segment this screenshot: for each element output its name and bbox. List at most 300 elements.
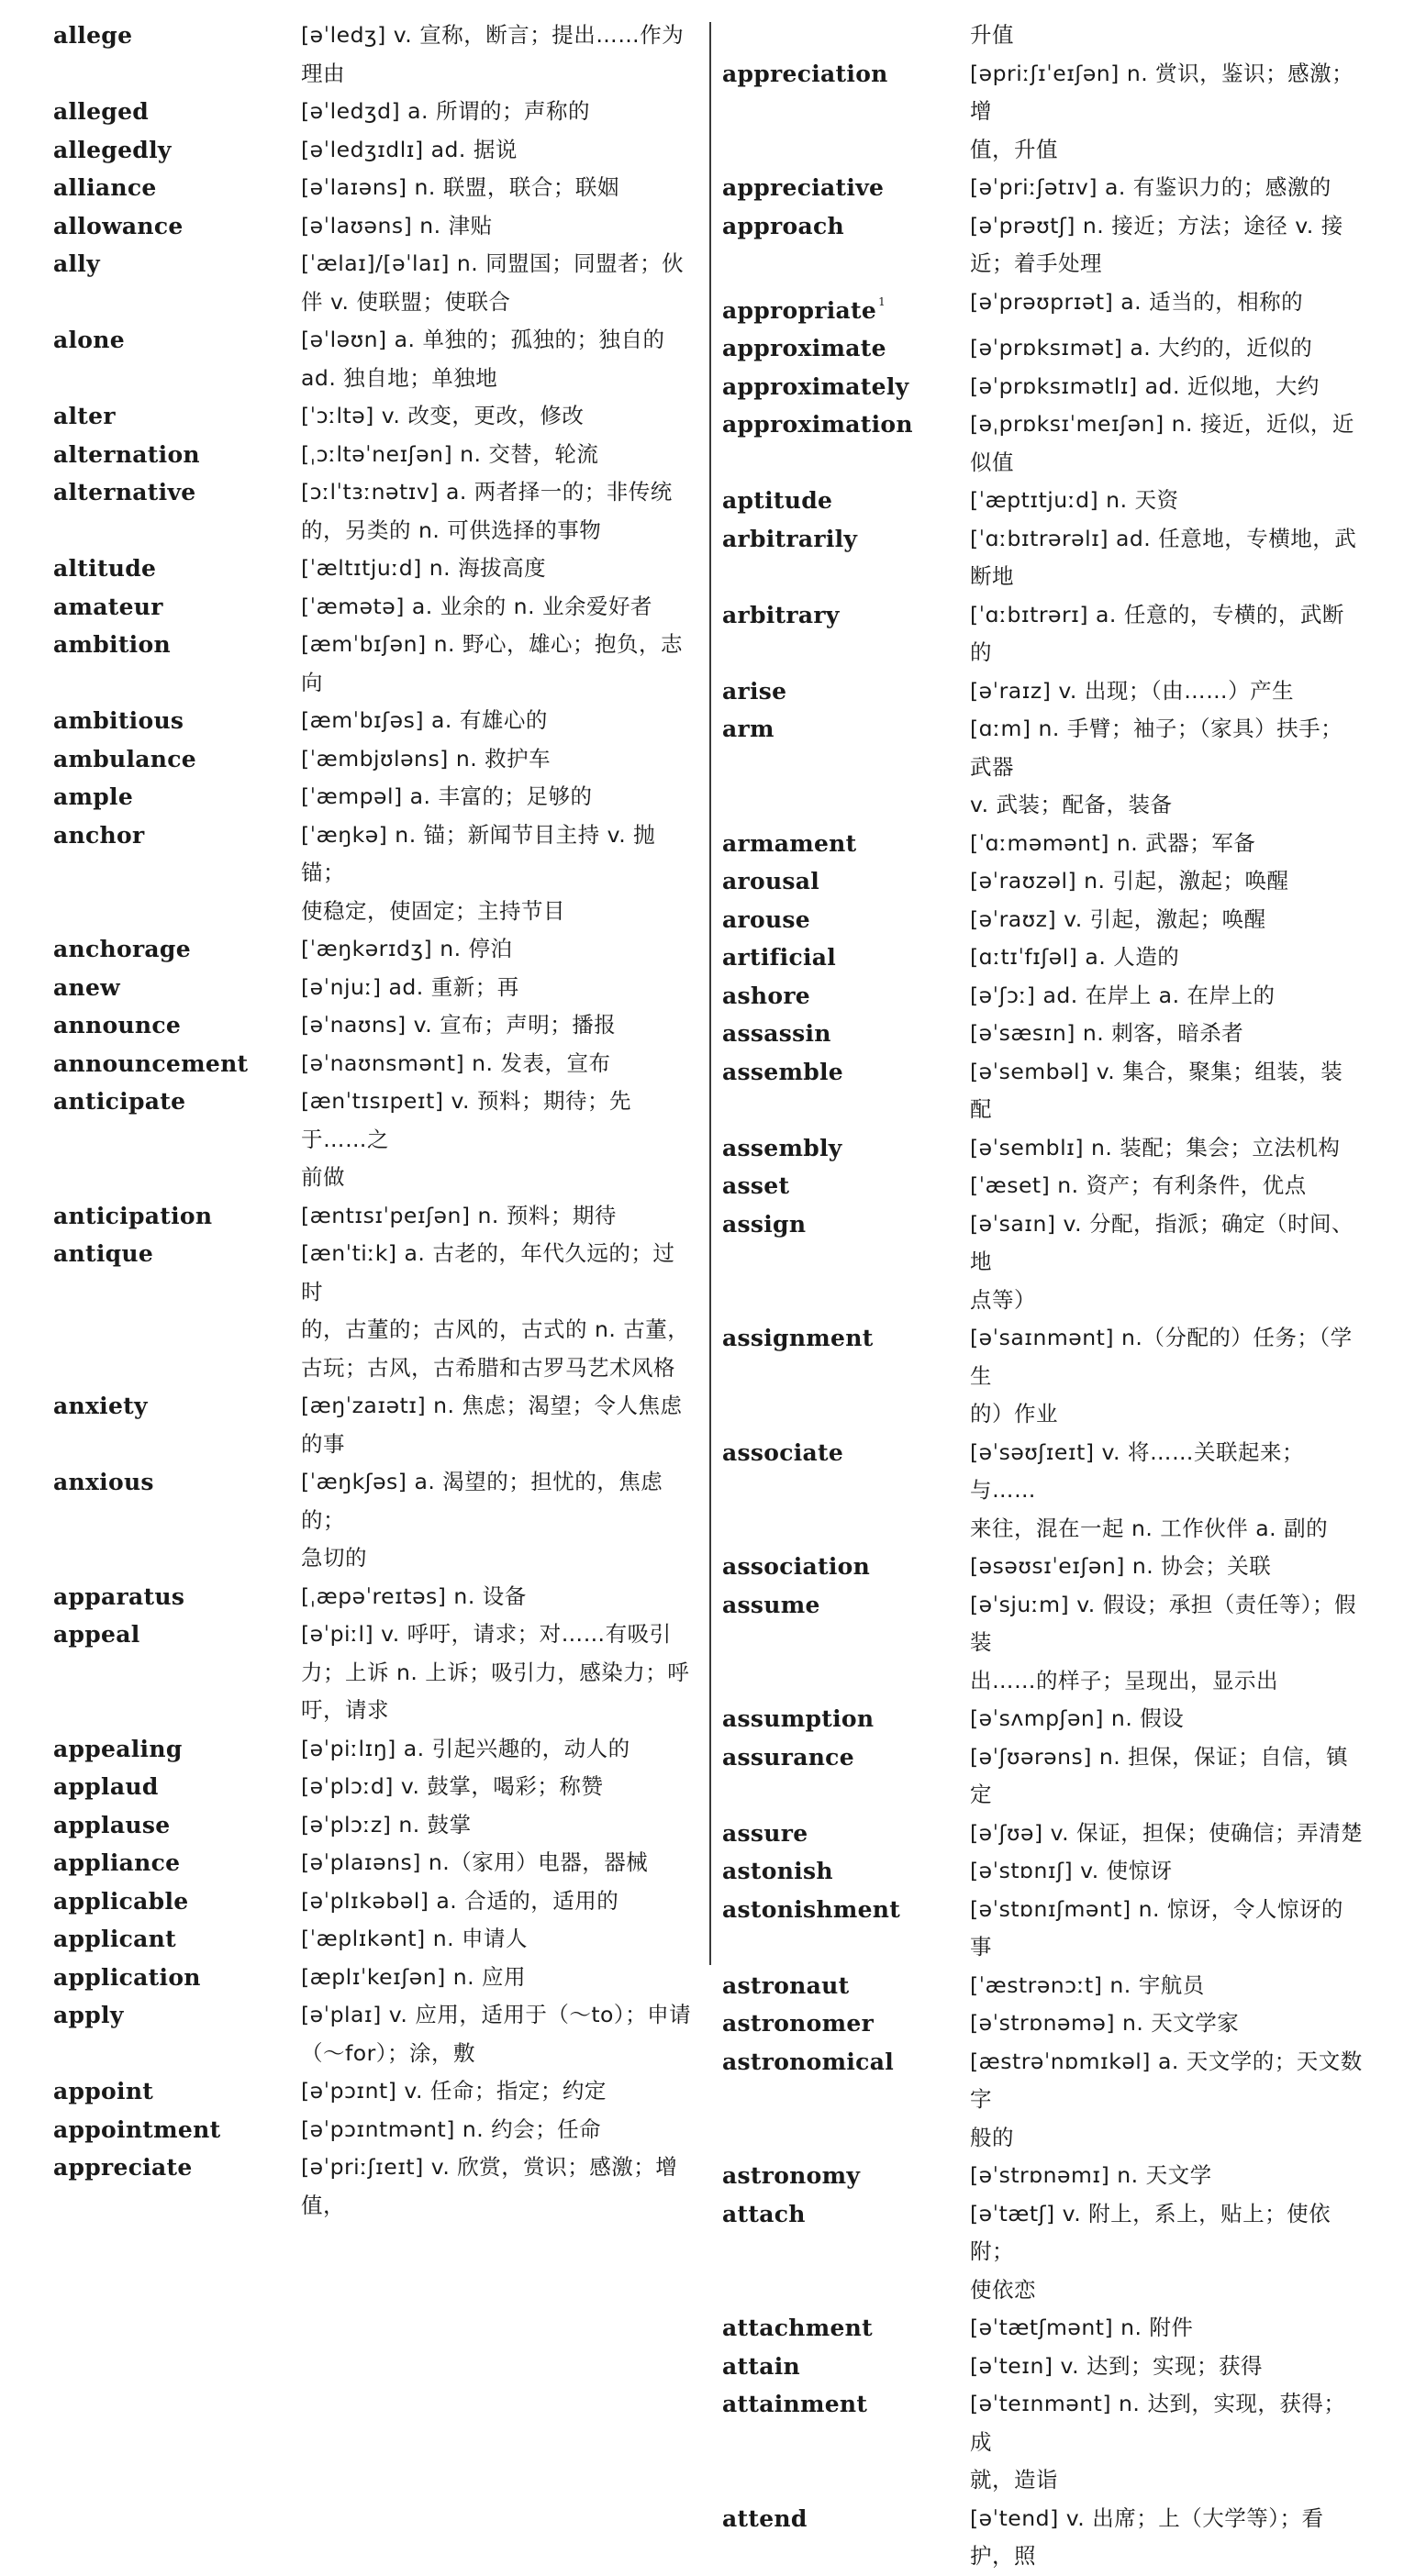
right-column [722, 17, 1365, 2576]
headword-text: assurance [722, 1743, 854, 1771]
headword-text: appoint [53, 2078, 154, 2104]
headword-text: anxiety [53, 1393, 148, 1419]
definition: [æplɪˈkeɪʃən] n. 应用 [301, 1963, 527, 1990]
entry-row [53, 397, 696, 436]
headword-text: approximately [722, 372, 909, 400]
definition: [æntɪsɪˈpeɪʃən] n. 预料；期待 [301, 1202, 617, 1228]
headword [722, 1015, 970, 1053]
headword-text: allege [53, 22, 133, 49]
entry-row [53, 245, 696, 321]
definition: [ˈæŋkə] n. 锚；新闻节目主持 v. 抛锚； 使稳定，使固定；主持节目 [301, 821, 656, 924]
headword-text: asset [722, 1172, 790, 1199]
headword [53, 1730, 301, 1769]
definition: [əˈraɪz] v. 出现；（由……）产生 [970, 677, 1295, 704]
entry-row [53, 473, 696, 550]
headword [53, 436, 301, 474]
headword-text: apply [53, 2002, 124, 2028]
entry-row [722, 368, 1365, 406]
headword-text: anew [53, 973, 121, 1001]
definition: [əˈnjuː] ad. 重新；再 [301, 973, 519, 1000]
entry-row [722, 2348, 1365, 2386]
headword [722, 1700, 970, 1738]
headword-text: association [722, 1553, 871, 1580]
headword [53, 930, 301, 969]
headword [53, 1083, 301, 1121]
definition: [əˈplɔːd] v. 鼓掌，喝彩；称赞 [301, 1773, 604, 1799]
headword-text: ambulance [53, 745, 197, 772]
entry-row [722, 1852, 1365, 1891]
entry-row [722, 2500, 1365, 2576]
definition: [əpriːʃɪˈeɪʃən] n. 赏识，鉴识；感激；增 值，升值 [970, 60, 1354, 162]
definition: [əˈraʊzəl] n. 引起，激起；唤醒 [970, 868, 1289, 894]
headword [53, 1197, 301, 1236]
headword [722, 283, 970, 330]
entry-row [722, 825, 1365, 863]
headword [722, 1852, 970, 1891]
headword-text: allegedly [53, 136, 172, 163]
definition: [əˈləʊn] a. 单独的；孤独的；独自的 ad. 独自地；单独地 [301, 327, 665, 391]
headword [722, 1205, 970, 1244]
headword-text: applicant [53, 1926, 176, 1952]
definition: [əˈsæsɪn] n. 刺客，暗杀者 [970, 1020, 1244, 1046]
definition: [əˈsemblɪ] n. 装配；集会；立法机构 [970, 1134, 1341, 1160]
headword [53, 778, 301, 816]
headword-text: alliance [53, 174, 157, 201]
headword-text: anchor [53, 821, 145, 849]
entry-row [53, 2149, 696, 2225]
entry-row [722, 2309, 1365, 2348]
definition: [əˈplaɪəns] n.（家用）电器，器械 [301, 1849, 649, 1875]
definition: [ˌɔːltəˈneɪʃən] n. 交替，轮流 [301, 440, 599, 467]
entry-row [53, 1844, 696, 1882]
headword [722, 1815, 970, 1853]
headword [53, 321, 301, 360]
headword-text: assembly [722, 1134, 842, 1161]
headword-text: astonish [722, 1858, 833, 1884]
headword-text: astronomer [722, 2010, 875, 2037]
definition: [əˈpiːl] v. 呼吁，请求；对……有吸引 力；上诉 n. 上诉；吸引力，感染力；呼 吁，请求 [301, 1621, 690, 1723]
headword [722, 977, 970, 1016]
entry-row [722, 169, 1365, 207]
headword-text: assume [722, 1591, 820, 1618]
headword [722, 1434, 970, 1472]
definition: [əˈtætʃ] v. 附上，系上，贴上；使依附； 使依恋 [970, 2200, 1332, 2303]
entry-row [53, 1387, 696, 1463]
definition: 升值 [970, 22, 1014, 48]
definition: [əˈpriːʃɪeɪt] v. 欣赏，赏识；感激；增值， [301, 2154, 678, 2218]
headword [722, 938, 970, 977]
headword-text: altitude [53, 555, 157, 582]
headword [53, 17, 301, 55]
headword-text: appreciate [53, 2154, 193, 2181]
definition: [əˈsʌmpʃən] n. 假设 [970, 1705, 1185, 1731]
entry-row [53, 1235, 696, 1387]
definition: [əˈledʒd] a. 所谓的；声称的 [301, 98, 590, 124]
headword [722, 329, 970, 368]
headword-text: announcement [53, 1049, 249, 1077]
definition: [əˈlaɪəns] n. 联盟，联合；联姻 [301, 174, 619, 200]
headword-text: attach [722, 2200, 806, 2227]
entry-row [722, 1891, 1365, 1967]
headword [722, 169, 970, 207]
entry-row [722, 2195, 1365, 2310]
entry-row [722, 329, 1365, 368]
definition: [əsəʊsɪˈeɪʃən] n. 协会；关联 [970, 1553, 1272, 1579]
headword-text: amateur [53, 593, 163, 620]
entry-row [53, 2111, 696, 2149]
headword-text: arbitrary [722, 601, 840, 628]
definition: [əˈsembəl] v. 集合，聚集；组装，装配 [970, 1058, 1343, 1122]
headword-text: arbitrarily [722, 525, 858, 552]
headword [722, 482, 970, 520]
headword-text: assassin [722, 1020, 831, 1047]
headword [722, 901, 970, 939]
definition: [əˈpɔɪntmənt] n. 约会；任命 [301, 2115, 602, 2142]
headword [53, 207, 301, 246]
headword-text: appropriate [722, 296, 877, 324]
definition: [əˈteɪnmənt] n. 达到，实现，获得；成 就，造诣 [970, 2391, 1346, 2493]
definition: [ˈæmətə] a. 业余的 n. 业余爱好者 [301, 593, 653, 619]
headword-text: alternation [53, 440, 200, 468]
headword [53, 702, 301, 740]
entry-row [53, 1996, 696, 2072]
definition: [ˈɑːbɪtrərɪ] a. 任意的，专横的，武断的 [970, 601, 1344, 665]
entry-row [722, 482, 1365, 520]
definition: [ɑːtɪˈfɪʃəl] a. 人造的 [970, 944, 1180, 970]
definition: [əˈʃʊə] v. 保证，担保；使确信；弄清楚 [970, 1819, 1364, 1846]
entry-row [53, 778, 696, 816]
definition: [əˈstɒnɪʃ] v. 使惊讶 [970, 1858, 1173, 1883]
headword [722, 1891, 970, 1929]
entry-row [722, 1434, 1365, 1549]
headword-text: alter [53, 403, 116, 429]
headword-text: armament [722, 829, 857, 857]
definition: [ˈæplɪkənt] n. 申请人 [301, 1926, 529, 1951]
headword-text: application [53, 1963, 201, 1991]
headword-text: anchorage [53, 936, 191, 962]
headword-text: alleged [53, 98, 150, 125]
entry-row [53, 702, 696, 740]
definition: [əˈstrɒnəmɪ] n. 天文学 [970, 2162, 1212, 2188]
headword [722, 368, 970, 406]
headword-text: anticipate [53, 1088, 186, 1115]
headword [722, 2004, 970, 2043]
entry-row [53, 1006, 696, 1045]
headword-text: assignment [722, 1325, 874, 1351]
entry-row [722, 405, 1365, 482]
left-column [53, 17, 696, 2225]
definition: [əˈraʊz] v. 引起，激起；唤醒 [970, 905, 1266, 932]
headword [722, 1967, 970, 2005]
headword [53, 1882, 301, 1921]
headword-text: ambition [53, 631, 171, 658]
entry-row [722, 1967, 1365, 2005]
definition: [ænˈtiːk] a. 古老的，年代久远的；过时 的，古董的；古风的，古式的 n. 古董， 古玩；古风，古希腊和古罗马艺术风格 [301, 1240, 690, 1381]
headword-text: antique [53, 1240, 154, 1267]
definition: [əˈplɔːz] n. 鼓掌 [301, 1811, 472, 1838]
headword-text: assemble [722, 1058, 843, 1085]
headword-text: appreciative [722, 174, 885, 201]
definition: [əˈtætʃmənt] n. 附件 [970, 2315, 1194, 2340]
headword [722, 405, 970, 444]
headword-text: appeal [53, 1621, 140, 1648]
entry-row [722, 977, 1365, 1016]
headword-text: assign [722, 1210, 807, 1238]
headword [53, 1920, 301, 1959]
entry-row [722, 55, 1365, 170]
headword [53, 1768, 301, 1806]
definition: [ˈæmbjʊləns] n. 救护车 [301, 745, 552, 772]
headword [722, 825, 970, 863]
entry-row [722, 1053, 1365, 1129]
definition: [əˈledʒ] v. 宣称，断言；提出……作为 理由 [301, 22, 685, 86]
headword [722, 1129, 970, 1168]
headword-superscript: 1 [878, 294, 886, 308]
entry-row [53, 436, 696, 474]
headword [722, 1586, 970, 1625]
entry-row [722, 1586, 1365, 1701]
definition: [əˈʃʊərəns] n. 担保，保证；自信，镇定 [970, 1743, 1349, 1807]
definition: [əˈprəʊtʃ] n. 接近；方法；途径 v. 接 近；着手处理 [970, 212, 1343, 276]
headword-text: arm [722, 716, 774, 742]
definition: [ˈæltɪtjuːd] n. 海拔高度 [301, 555, 547, 581]
entry-row [53, 588, 696, 627]
definition: [ɑːm] n. 手臂；袖子；（家具）扶手；武器 v. 武装；配备，装备 [970, 716, 1343, 817]
headword [53, 397, 301, 436]
definition: [æmˈbɪʃən] n. 野心，雄心；抱负，志向 [301, 631, 683, 695]
entry-row [722, 1129, 1365, 1168]
entry-row [722, 1700, 1365, 1738]
definition: [əˈprɒksɪmətlɪ] ad. 近似地，大约 [970, 372, 1320, 399]
headword [53, 245, 301, 283]
headword-text: attend [722, 2504, 808, 2532]
entry-row [722, 672, 1365, 711]
entry-row [722, 520, 1365, 596]
entry-row [722, 1815, 1365, 1853]
entry-row [722, 1205, 1365, 1320]
headword-text: artificial [722, 944, 837, 971]
entry-row [53, 550, 696, 588]
headword [722, 2348, 970, 2386]
headword [53, 1844, 301, 1882]
entry-row [53, 1730, 696, 1769]
definition: [ˈæŋkʃəs] a. 渴望的；担忧的，焦虑的； 急切的 [301, 1469, 663, 1571]
entry-row [53, 1197, 696, 1236]
headword-text: approach [722, 212, 845, 239]
entry-row [53, 1882, 696, 1921]
headword [722, 672, 970, 711]
headword-text: anxious [53, 1469, 154, 1495]
definition: [æŋˈzaɪətɪ] n. 焦虑；渴望；令人焦虑的事 [301, 1393, 683, 1457]
headword [53, 626, 301, 664]
headword-text: aptitude [722, 487, 833, 514]
headword-text: associate [722, 1438, 844, 1466]
definition: [ˈæstrənɔːt] n. 宇航员 [970, 1971, 1205, 1998]
definition: [əˈsjuːm] v. 假设；承担（责任等）；假装 出……的样子；呈现出，显示出 [970, 1591, 1356, 1693]
headword [53, 2149, 301, 2187]
entry-row [722, 596, 1365, 672]
headword-text: arise [722, 677, 787, 705]
headword [53, 1006, 301, 1045]
headword-text: astronomical [722, 2048, 894, 2075]
headword-text: alternative [53, 479, 196, 505]
entry-row [722, 862, 1365, 901]
headword [722, 2309, 970, 2348]
entry-row [53, 1959, 696, 1997]
definition: [ˈɑːbɪtrərəlɪ] ad. 任意地，专横地，武断地 [970, 525, 1357, 589]
headword-text: attachment [722, 2315, 873, 2341]
headword [722, 2195, 970, 2234]
entry-row [722, 901, 1365, 939]
definition: [əˈpɔɪnt] v. 任命；指定；约定 [301, 2078, 607, 2104]
definition: [ænˈtɪsɪpeɪt] v. 预料；期待；先于……之 前做 [301, 1088, 632, 1190]
headword-text: attainment [722, 2391, 868, 2417]
headword [722, 1319, 970, 1358]
headword [722, 710, 970, 749]
headword [53, 740, 301, 779]
headword-text: applaud [53, 1773, 159, 1800]
entry-row [53, 131, 696, 170]
headword-text: applause [53, 1811, 171, 1838]
headword-text: appointment [53, 2115, 221, 2143]
headword-text: ashore [722, 982, 811, 1009]
headword [53, 1463, 301, 1502]
entry-row [722, 1319, 1365, 1434]
entry-row [53, 969, 696, 1007]
definition: [ˌæpəˈreɪtəs] n. 设备 [301, 1582, 527, 1609]
headword-text: astonishment [722, 1895, 901, 1923]
headword [722, 55, 970, 94]
headword [722, 207, 970, 246]
entry-row [53, 626, 696, 702]
definition: [əˈplɪkəbəl] a. 合适的，适用的 [301, 1887, 619, 1914]
entry-row [53, 1920, 696, 1959]
headword-text: anticipation [53, 1202, 213, 1229]
headword [53, 1806, 301, 1845]
headword [722, 862, 970, 901]
headword [53, 1235, 301, 1273]
entry-row [53, 1463, 696, 1578]
headword [53, 473, 301, 512]
headword [722, 1548, 970, 1586]
entry-row [53, 930, 696, 969]
definition: [əˈsaɪnmənt] n.（分配的）任务；（学生 的）作业 [970, 1325, 1353, 1427]
entry-row [53, 816, 696, 931]
headword-text: approximation [722, 411, 913, 438]
headword [722, 1738, 970, 1777]
entry-row [53, 740, 696, 779]
definition: [əˈʃɔː] ad. 在岸上 a. 在岸上的 [970, 982, 1276, 1008]
entry-row [53, 17, 696, 93]
definition: [ˈɔːltə] v. 改变，更改，修改 [301, 403, 585, 428]
entry-row [722, 1167, 1365, 1205]
headword [53, 169, 301, 207]
definition: [ˈæŋkərɪdʒ] n. 停泊 [301, 936, 513, 961]
entry-row [53, 93, 696, 131]
headword-text: applicable [53, 1887, 189, 1915]
definition: [əˌprɒksɪˈmeɪʃən] n. 接近，近似，近似值 [970, 411, 1354, 475]
headword [53, 1387, 301, 1426]
headword-text: ambitious [53, 707, 184, 734]
entry-row [53, 1045, 696, 1083]
definition: [əˈnaʊnsmənt] n. 发表，宣布 [301, 1049, 611, 1076]
definition: [əˈtend] v. 出席；上（大学等）；看护，照 [970, 2504, 1324, 2569]
headword-text: allowance [53, 212, 184, 239]
definition: [əˈprəʊprɪət] a. 适当的，相称的 [970, 288, 1304, 315]
entry-row [722, 283, 1365, 330]
entry-row [722, 710, 1365, 825]
definition: [æmˈbɪʃəs] a. 有雄心的 [301, 707, 548, 733]
headword-text: arouse [722, 905, 811, 933]
entry-row [722, 1548, 1365, 1586]
headword [53, 131, 301, 170]
entry-row [722, 17, 1365, 55]
headword-text: apparatus [53, 1582, 185, 1610]
headword [722, 2500, 970, 2538]
headword [722, 596, 970, 635]
headword-text: appliance [53, 1849, 181, 1876]
entry-row [722, 938, 1365, 977]
entry-row [722, 1015, 1365, 1053]
entry-row [722, 2385, 1365, 2500]
headword [722, 1053, 970, 1092]
headword [53, 1959, 301, 1997]
definition: [əˈpriːʃətɪv] a. 有鉴识力的；感激的 [970, 174, 1332, 200]
column-divider [709, 22, 711, 1965]
definition: [əˈledʒɪdlɪ] ad. 据说 [301, 136, 518, 162]
headword-text: assure [722, 1819, 808, 1847]
entry-row [53, 1616, 696, 1730]
headword [722, 2385, 970, 2424]
definition: [əˈprɒksɪmət] a. 大约的，近似的 [970, 335, 1313, 361]
headword [53, 2111, 301, 2149]
headword-text: astronomy [722, 2162, 861, 2189]
headword-text: assumption [722, 1705, 875, 1732]
entry-row [53, 2072, 696, 2111]
definition: [əˈsaɪn] v. 分配，指派；确定（时间、地 点等） [970, 1210, 1354, 1313]
headword [722, 2157, 970, 2195]
headword-text: alone [53, 327, 125, 353]
entry-row [53, 1806, 696, 1845]
entry-row [53, 207, 696, 246]
headword-text: approximate [722, 335, 886, 361]
definition: [əˈpiːlɪŋ] a. 引起兴趣的，动人的 [301, 1735, 630, 1761]
definition: [əˈstrɒnəmə] n. 天文学家 [970, 2010, 1240, 2036]
headword-text: appealing [53, 1735, 183, 1762]
headword-text: ally [53, 250, 100, 277]
headword [53, 2072, 301, 2111]
headword-text: ample [53, 783, 134, 810]
entry-row [53, 321, 696, 397]
headword [53, 1578, 301, 1616]
definition: [ˈæmpəl] a. 丰富的；足够的 [301, 783, 593, 809]
definition: [əˈplaɪ] v. 应用，适用于（～to）；申请 （～for）；涂，敷 [301, 2002, 692, 2066]
headword [722, 1167, 970, 1205]
definition: [ˈælaɪ]/[əˈlaɪ] n. 同盟国；同盟者；伙 伴 v. 使联盟；使联合 [301, 250, 685, 315]
entry-row [53, 1578, 696, 1616]
entry-row [53, 1083, 696, 1197]
headword-text: astronaut [722, 1971, 850, 1999]
entry-row [53, 169, 696, 207]
entry-row [53, 1768, 696, 1806]
headword-text: attain [722, 2352, 800, 2380]
headword [722, 520, 970, 559]
definition: [əˈteɪn] v. 达到；实现；获得 [970, 2352, 1264, 2379]
headword [53, 816, 301, 855]
headword [53, 969, 301, 1007]
definition: [əˈstɒnɪʃmənt] n. 惊讶，令人惊讶的事 [970, 1895, 1343, 1960]
headword-text: announce [53, 1012, 182, 1038]
